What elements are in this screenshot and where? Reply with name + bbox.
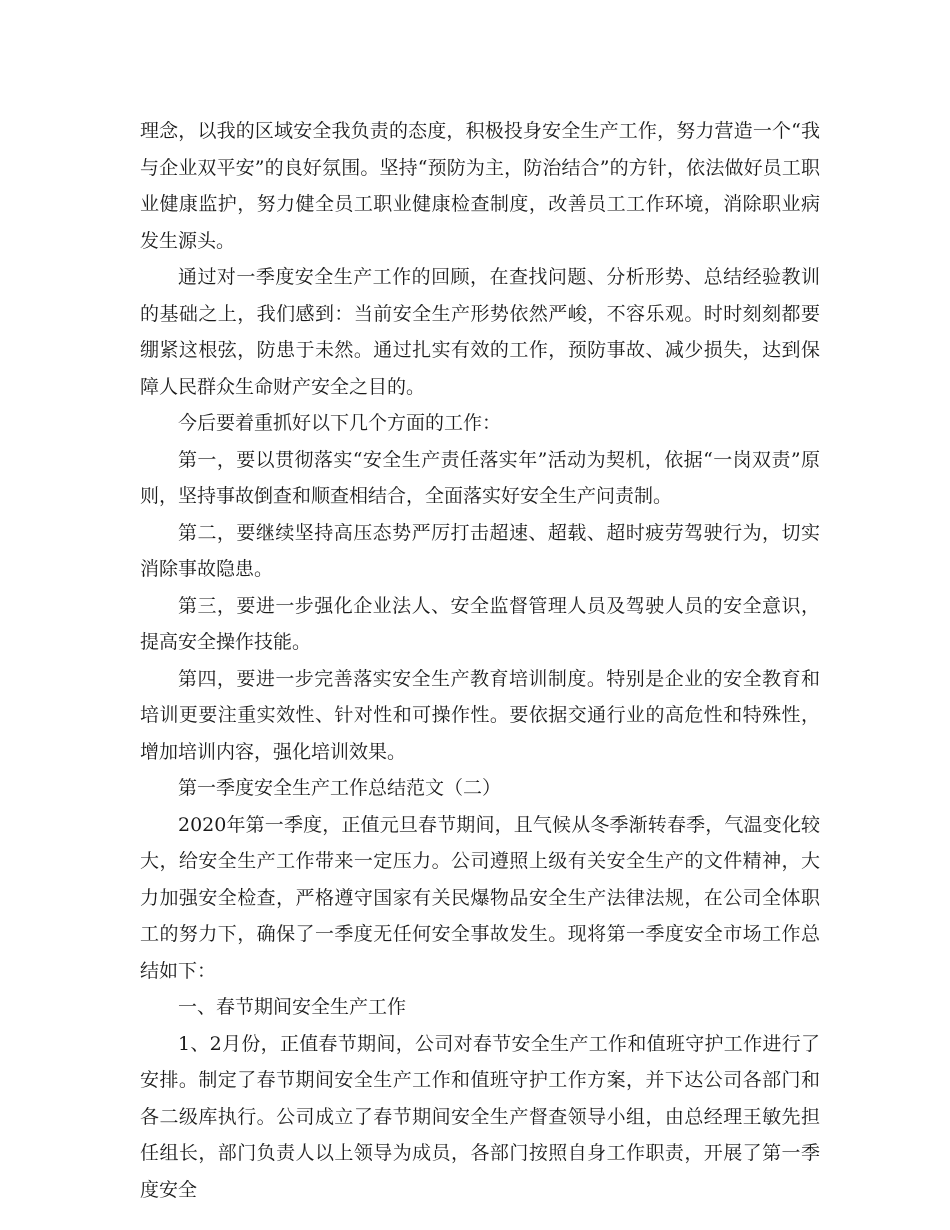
paragraph-4: 第一，要以贯彻落实“安全生产责任落实年”活动为契机，依据“一岗双责”原则，坚持事故倒查和顺查相结合，全面落实好安全生产问责制。 <box>140 448 820 507</box>
paragraph-9: 2020年第一季度，正值元旦春节期间，且气候从冬季渐转春季，气温变化较大，给安全生产工作带来一定压力。公司遵照上级有关安全生产的文件精神，大力加强安全检查，严格遵守国家有关民爆物品安全生产法律法规，在公司全体职工的努力下，确保了一季度无任何安全事故发生。现将第一季度安全市场工作总结如下： <box>140 813 820 982</box>
paragraph-5: 第二，要继续坚持高压态势严厉打击超速、超载、超时疲劳驾驶行为，切实消除事故隐患。 <box>140 521 820 580</box>
paragraph-6: 第三，要进一步强化企业法人、安全监督管理人员及驾驶人员的安全意识，提高安全操作技能。 <box>140 594 820 653</box>
paragraph-1: 理念，以我的区域安全我负责的态度，积极投身安全生产工作，努力营造一个“我与企业双平安”的良好氛围。坚持“预防为主，防治结合”的方针，依法做好员工职业健康监护，努力健全员工职业健康检查制度，改善员工工作环境，消除职业病发生源头。 <box>140 120 820 252</box>
paragraph-3: 今后要着重抓好以下几个方面的工作： <box>178 412 502 434</box>
paragraph-11: 1、2月份，正值春节期间，公司对春节安全生产工作和值班守护工作进行了安排。制定了春节期间安全生产工作和值班守护工作方案，并下达公司各部门和各二级库执行。公司成立了春节期间安全生产督查领导小组，由总经理王敏先担任组长，部门负责人以上领导为成员，各部门按照自身工作职责，开展了第一季度安全 <box>140 1032 820 1201</box>
paragraph-7: 第四，要进一步完善落实安全生产教育培训制度。特别是企业的安全教育和培训更要注重实效性、针对性和可操作性。要依据交通行业的高危性和特殊性，增加培训内容，强化培训效果。 <box>140 667 820 763</box>
section-heading-2: 第一季度安全生产工作总结范文（二） <box>178 777 502 799</box>
document-body <box>140 113 820 1208</box>
paragraph-2: 通过对一季度安全生产工作的回顾，在查找问题、分析形势、总结经验教训的基础之上，我们感到：当前安全生产形势依然严峻，不容乐观。时时刻刻都要绷紧这根弦，防患于未然。通过扎实有效的工作，预防事故、减少损失，达到保障人民群众生命财产安全之目的。 <box>140 266 820 398</box>
subsection-heading-1: 一、春节期间安全生产工作 <box>178 996 407 1018</box>
